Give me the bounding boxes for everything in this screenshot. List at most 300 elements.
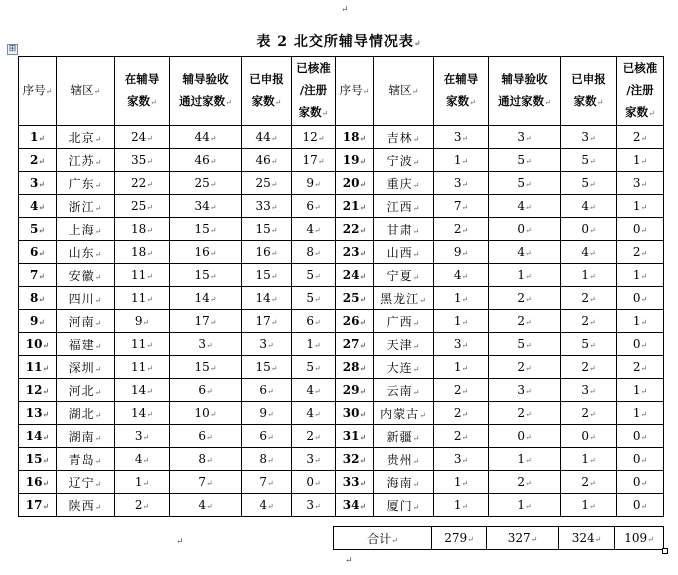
cell-text: 1: [453, 475, 462, 489]
row-in-counseling: [434, 287, 489, 310]
cell-text: 3: [453, 176, 462, 190]
cell-text: 3: [453, 452, 462, 466]
return-mark: ↵: [94, 479, 103, 489]
cell-text: 2: [453, 406, 462, 420]
cell-text: 1: [581, 498, 589, 512]
return-mark: ↵: [146, 134, 153, 143]
return-mark: ↵: [38, 317, 46, 327]
cell-text: 2: [632, 360, 641, 374]
total-label: [334, 527, 432, 550]
cell-text: 25: [342, 291, 360, 305]
row-passed: [170, 241, 242, 264]
cell-text: 14: [194, 291, 210, 305]
header-line: 已核准: [622, 61, 658, 75]
cell-text: 14: [255, 291, 271, 305]
cell-text: 2: [517, 406, 525, 420]
cell-text: 2: [581, 406, 589, 420]
return-mark: ↵: [266, 502, 274, 511]
row-region: [57, 494, 115, 517]
cell-text: 序号: [22, 83, 46, 97]
cell-text: 15: [25, 452, 43, 466]
return-mark: ↵: [412, 456, 421, 466]
row-region: [57, 471, 115, 494]
cell-text: 8: [198, 452, 206, 466]
row-seq: [336, 471, 374, 494]
cell-text: 4: [29, 199, 39, 213]
row-seq: [19, 448, 57, 471]
return-mark: ↵: [544, 98, 551, 107]
return-mark: ↵: [45, 87, 53, 96]
cell-text: 江苏: [68, 153, 95, 168]
cell-text: 6: [306, 314, 314, 328]
return-mark: ↵: [419, 295, 427, 305]
cell-text: 6: [259, 383, 267, 397]
return-mark: ↵: [146, 410, 153, 419]
row-seq: [336, 287, 374, 310]
cell-text: 18: [131, 245, 147, 259]
cell-text: 46: [194, 153, 210, 167]
return-mark: ↵: [359, 179, 367, 189]
cell-text: 22: [342, 222, 360, 236]
return-mark: ↵: [412, 272, 421, 282]
return-mark: ↵: [461, 387, 469, 396]
row-approved: [617, 241, 664, 264]
return-mark: ↵: [461, 134, 469, 143]
row-passed: [170, 402, 242, 425]
header-line: 通过家数: [179, 94, 226, 108]
row-region: [57, 448, 115, 471]
cell-text: 24: [342, 268, 360, 282]
table-row: [19, 172, 664, 195]
cell-text: 0: [581, 429, 589, 443]
header-line: 已申报: [249, 72, 284, 86]
return-mark: ↵: [524, 341, 532, 350]
return-mark: ↵: [524, 272, 532, 281]
cell-text: 12: [302, 130, 318, 144]
row-applied: [561, 310, 617, 333]
row-region: [374, 402, 434, 425]
cell-text: 2: [517, 475, 525, 489]
return-mark: ↵: [266, 341, 274, 350]
return-mark: ↵: [524, 387, 532, 396]
row-applied: [242, 172, 292, 195]
return-mark: ↵: [461, 502, 469, 511]
row-approved: [292, 494, 336, 517]
return-mark: ↵: [412, 318, 421, 328]
row-in-counseling: [434, 218, 489, 241]
total-table: [333, 526, 664, 550]
row-seq: [336, 356, 374, 379]
cell-text: 2: [306, 429, 314, 443]
header-applied: [561, 57, 617, 126]
return-mark: ↵: [640, 364, 648, 373]
cell-text: 山西: [386, 245, 413, 260]
cell-text: 2: [581, 475, 589, 489]
table-row: [19, 195, 664, 218]
return-mark: ↵: [640, 433, 648, 442]
header-line: 家数: [573, 94, 597, 108]
cell-text: 7: [259, 475, 267, 489]
header-line: 在辅导: [124, 72, 160, 86]
cell-text: 5: [306, 268, 314, 282]
cell-text: 11: [131, 337, 147, 351]
return-mark: ↵: [469, 98, 476, 107]
row-in-counseling: [115, 494, 170, 517]
cell-text: 5: [517, 337, 525, 351]
return-mark: ↵: [209, 295, 217, 304]
row-seq: [336, 218, 374, 241]
cell-text: 26: [342, 314, 360, 328]
return-mark: ↵: [640, 272, 648, 281]
return-mark: ↵: [42, 455, 50, 465]
return-mark: ↵: [270, 134, 278, 143]
cell-text: 1: [632, 153, 641, 167]
return-mark: ↵: [461, 433, 469, 442]
cell-text: 序号: [339, 83, 363, 97]
cell-text: 湖南: [68, 429, 95, 444]
header-line: 已核准: [296, 61, 331, 75]
cell-text: 3: [259, 337, 267, 351]
cell-text: 1: [632, 199, 641, 213]
row-seq: [336, 402, 374, 425]
row-seq: [19, 195, 57, 218]
row-region: [57, 379, 115, 402]
row-approved: [617, 425, 664, 448]
cell-text: 1: [581, 268, 589, 282]
cell-text: 3: [134, 429, 143, 443]
cell-text: 1: [453, 153, 462, 167]
header-passed: [489, 57, 561, 126]
table-title: 表 2 北交所辅导情况表↵: [256, 34, 422, 50]
cell-text: 15: [255, 360, 271, 374]
row-seq: [336, 333, 374, 356]
cell-text: 6: [198, 383, 206, 397]
return-mark: ↵: [461, 341, 469, 350]
table-move-handle-icon[interactable]: ⊞: [8, 44, 17, 54]
return-mark: ↵: [412, 502, 421, 512]
return-mark: ↵: [524, 180, 532, 189]
return-mark: ↵: [524, 295, 532, 304]
row-in-counseling: [115, 241, 170, 264]
return-mark: ↵: [461, 318, 469, 327]
return-mark: ↵: [594, 535, 602, 544]
cell-text: 15: [194, 268, 210, 282]
cell-text: 吉林: [386, 130, 413, 145]
return-mark: ↵: [270, 203, 278, 212]
row-in-counseling: [115, 172, 170, 195]
total-approved: [615, 527, 664, 550]
cell-text: 5: [581, 153, 589, 167]
return-mark: ↵: [412, 433, 421, 443]
row-approved: [617, 310, 664, 333]
row-applied: [561, 402, 617, 425]
row-region: [57, 402, 115, 425]
cell-text: 北京: [68, 130, 95, 145]
return-mark: ↵: [38, 248, 46, 258]
cell-text: 3: [517, 130, 525, 144]
row-approved: [292, 425, 336, 448]
row-applied: [242, 218, 292, 241]
cell-text: 3: [632, 176, 641, 190]
return-mark: ↵: [588, 502, 596, 511]
cell-text: 327: [507, 531, 531, 545]
row-seq: [19, 264, 57, 287]
return-mark: ↵: [524, 456, 532, 465]
row-seq: [19, 356, 57, 379]
table-row: [19, 310, 664, 333]
row-applied: [561, 494, 617, 517]
header-region: [374, 57, 434, 126]
return-mark: ↵: [205, 387, 213, 396]
table-row: [19, 149, 664, 172]
return-mark: ↵: [209, 203, 217, 212]
cell-text: 0: [632, 337, 641, 351]
row-applied: [242, 448, 292, 471]
total-applied: [559, 527, 615, 550]
return-mark: ↵: [588, 295, 596, 304]
row-region: [374, 356, 434, 379]
row-applied: [561, 448, 617, 471]
cell-text: 2: [581, 314, 589, 328]
return-mark: ↵: [321, 109, 329, 118]
row-region: [374, 218, 434, 241]
row-approved: [617, 494, 664, 517]
cell-text: 2: [453, 222, 462, 236]
row-applied: [242, 471, 292, 494]
table-row: [19, 471, 664, 494]
return-mark: ↵: [640, 318, 648, 327]
cell-text: 2: [517, 291, 525, 305]
row-applied: [242, 379, 292, 402]
return-mark: ↵: [640, 479, 648, 488]
row-passed: [489, 310, 561, 333]
row-approved: [617, 172, 664, 195]
cell-text: 云南: [386, 383, 413, 398]
return-mark: ↵: [270, 272, 278, 281]
header-approved: [292, 57, 336, 126]
row-approved: [617, 356, 664, 379]
row-seq: [19, 287, 57, 310]
return-mark: ↵: [524, 226, 532, 235]
cell-text: 0: [517, 429, 525, 443]
row-in-counseling: [434, 241, 489, 264]
cell-text: 6: [198, 429, 206, 443]
cell-text: 18: [342, 130, 360, 144]
row-in-counseling: [434, 379, 489, 402]
row-seq: [336, 149, 374, 172]
cell-text: 4: [306, 383, 314, 397]
row-region: [57, 172, 115, 195]
row-in-counseling: [115, 287, 170, 310]
return-mark: ↵: [588, 387, 596, 396]
return-mark: ↵: [647, 535, 654, 544]
row-seq: [336, 241, 374, 264]
cell-text: 8: [29, 291, 39, 305]
return-mark: ↵: [313, 226, 321, 235]
row-passed: [489, 218, 561, 241]
cell-text: 15: [194, 222, 210, 236]
row-seq: [336, 494, 374, 517]
header-line: /注册: [626, 83, 654, 97]
cell-text: 天津: [386, 337, 413, 352]
cell-text: 2: [632, 245, 641, 259]
cell-text: 25: [194, 176, 210, 190]
cell-text: 2: [134, 498, 143, 512]
return-mark: ↵: [640, 226, 648, 235]
row-approved: [617, 264, 664, 287]
cell-text: 河南: [68, 314, 95, 329]
total-in-counseling: [432, 527, 487, 550]
cell-text: 4: [517, 199, 525, 213]
row-applied: [242, 126, 292, 149]
row-seq: [336, 379, 374, 402]
return-mark: ↵: [142, 318, 150, 327]
cell-text: 1: [453, 498, 462, 512]
cell-text: 广西: [386, 314, 413, 329]
cell-text: 32: [342, 452, 360, 466]
row-region: [374, 379, 434, 402]
return-mark: ↵: [205, 456, 213, 465]
return-mark: ↵: [359, 271, 367, 281]
return-mark: ↵: [205, 502, 213, 511]
row-region: [57, 195, 115, 218]
cell-text: 2: [581, 291, 589, 305]
return-mark: ↵: [146, 249, 153, 258]
row-applied: [242, 195, 292, 218]
cell-text: 河北: [68, 383, 95, 398]
return-mark: ↵: [588, 203, 596, 212]
return-mark: ↵: [209, 364, 217, 373]
return-mark: ↵: [588, 249, 596, 258]
row-passed: [170, 356, 242, 379]
row-applied: [242, 310, 292, 333]
return-mark: ↵: [412, 157, 421, 167]
cell-text: 22: [131, 176, 147, 190]
cell-text: 15: [194, 360, 210, 374]
return-mark: ↵: [524, 502, 532, 511]
row-approved: [617, 218, 664, 241]
return-mark: ↵: [94, 364, 103, 374]
return-mark: ↵: [146, 203, 153, 212]
header-line: 家数: [127, 94, 151, 108]
return-mark: ↵: [205, 479, 213, 488]
return-mark: ↵: [461, 157, 469, 166]
row-passed: [489, 402, 561, 425]
row-passed: [170, 287, 242, 310]
return-mark: ↵: [142, 502, 150, 511]
return-mark: ↵: [412, 341, 421, 351]
cell-text: 江西: [386, 199, 413, 214]
return-mark: ↵: [42, 501, 50, 511]
return-mark: ↵: [209, 134, 217, 143]
row-passed: [170, 333, 242, 356]
header-line: 辅导验收: [182, 72, 229, 86]
cell-text: 324: [571, 531, 595, 545]
return-mark: ↵: [205, 341, 213, 350]
row-passed: [489, 356, 561, 379]
return-mark: ↵: [461, 249, 469, 258]
cell-text: 福建: [68, 337, 95, 352]
cell-text: 安徽: [68, 268, 95, 283]
cell-text: 辖区: [388, 83, 412, 97]
return-mark: ↵: [146, 364, 153, 373]
cell-text: 17: [302, 153, 318, 167]
table-row: [19, 218, 664, 241]
row-seq: [336, 448, 374, 471]
cell-text: 辖区: [70, 83, 94, 97]
row-approved: [292, 264, 336, 287]
cell-text: 3: [306, 452, 314, 466]
cell-text: 6: [259, 429, 267, 443]
return-mark: ↵: [313, 318, 321, 327]
return-mark: ↵: [313, 387, 321, 396]
row-approved: [292, 471, 336, 494]
row-passed: [489, 126, 561, 149]
row-passed: [489, 241, 561, 264]
row-approved: [292, 448, 336, 471]
return-mark: ↵: [412, 134, 421, 144]
row-region: [374, 126, 434, 149]
row-approved: [617, 379, 664, 402]
return-mark: ↵: [461, 364, 469, 373]
cell-text: 5: [517, 176, 525, 190]
return-mark: ↵: [38, 156, 46, 166]
row-region: [57, 425, 115, 448]
cell-text: 10: [194, 406, 210, 420]
return-mark: ↵: [209, 249, 217, 258]
return-mark: ↵: [359, 248, 367, 258]
return-mark: ↵: [359, 363, 367, 373]
return-mark: ↵: [359, 501, 367, 511]
row-applied: [561, 471, 617, 494]
row-passed: [489, 494, 561, 517]
cell-text: 25: [255, 176, 271, 190]
return-mark: ↵: [461, 479, 469, 488]
cell-text: 1: [29, 130, 39, 144]
return-mark: ↵: [94, 180, 103, 190]
return-mark: ↵: [640, 249, 648, 258]
row-seq: [19, 333, 57, 356]
return-mark: ↵: [205, 433, 213, 442]
return-mark: ↵: [359, 386, 367, 396]
return-mark: ↵: [588, 433, 596, 442]
cell-text: 31: [342, 429, 360, 443]
row-in-counseling: [434, 333, 489, 356]
return-mark: ↵: [648, 109, 655, 118]
row-approved: [617, 287, 664, 310]
return-mark: ↵: [146, 341, 153, 350]
return-mark: ↵: [524, 410, 532, 419]
table-row: [19, 402, 664, 425]
row-applied: [561, 333, 617, 356]
cell-text: 6: [29, 245, 39, 259]
return-mark: ↵: [640, 203, 648, 212]
row-in-counseling: [434, 172, 489, 195]
cell-text: 0: [632, 452, 641, 466]
row-seq: [19, 402, 57, 425]
cell-text: 0: [632, 429, 641, 443]
header-region: [57, 57, 115, 126]
return-mark: ↵: [94, 157, 103, 167]
return-mark: ↵: [412, 387, 421, 397]
row-passed: [489, 264, 561, 287]
return-mark: ↵: [94, 203, 103, 213]
row-in-counseling: [434, 264, 489, 287]
cell-text: 广东: [68, 176, 95, 191]
table-resize-handle[interactable]: [662, 548, 668, 554]
table-row: [19, 126, 664, 149]
cell-text: 0: [632, 475, 641, 489]
